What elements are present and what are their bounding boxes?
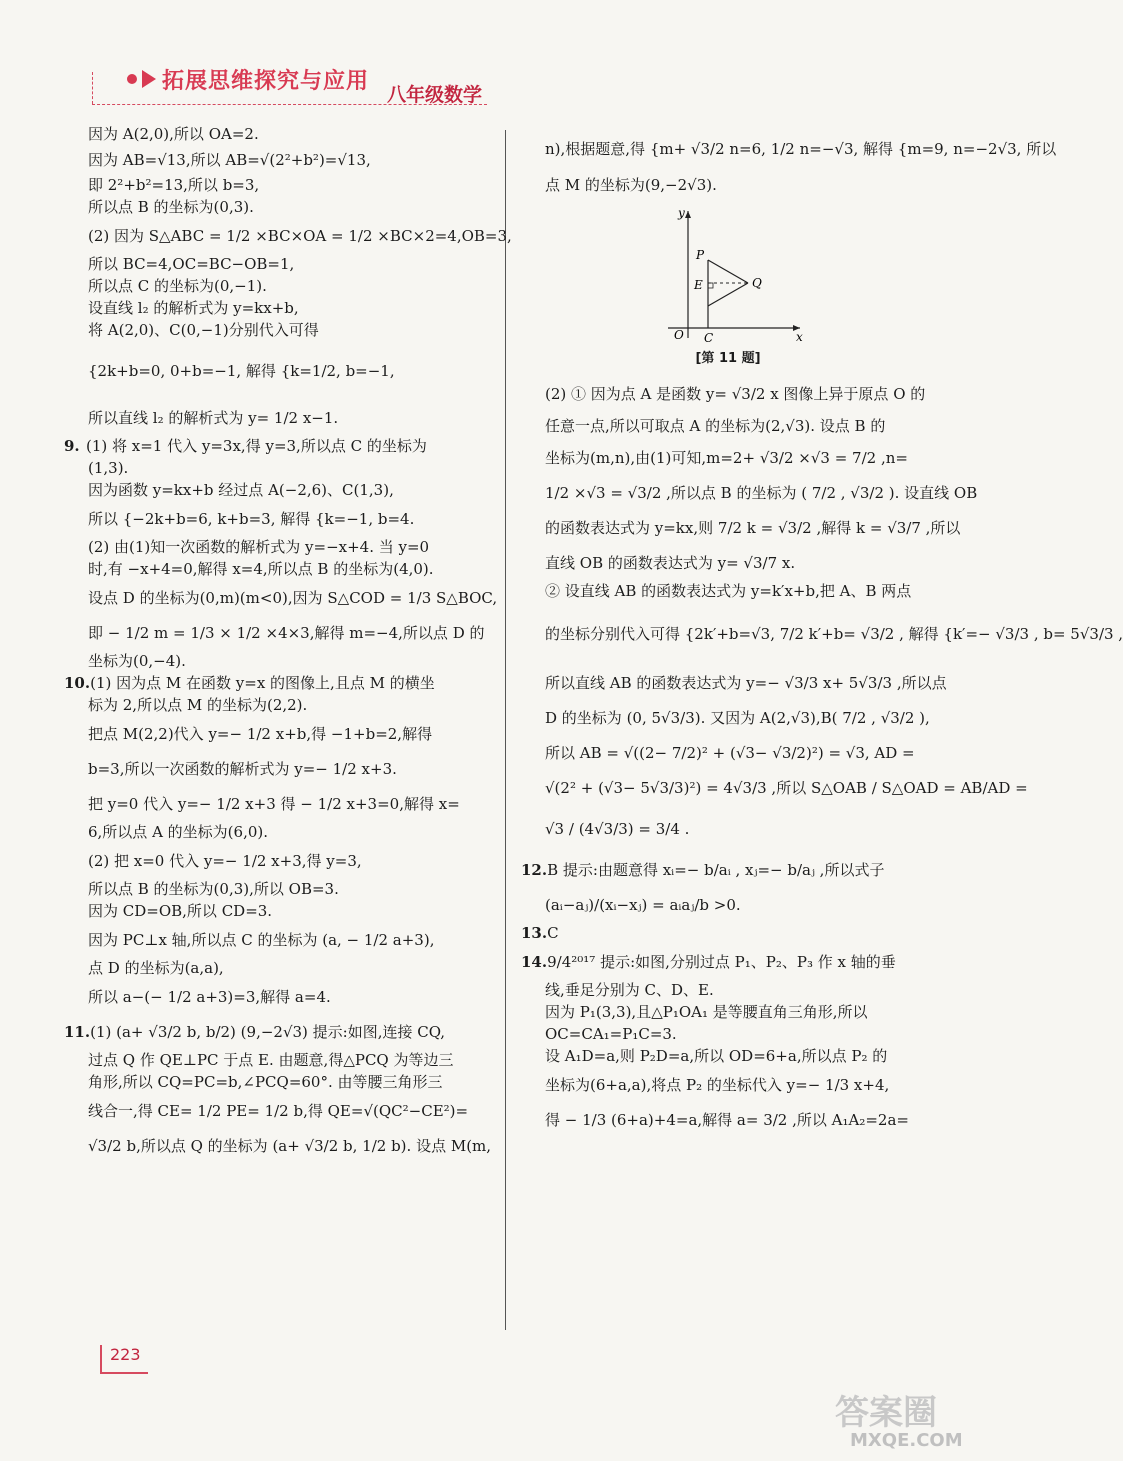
text-line: 所以 BC=4,OC=BC−OB=1, [88, 255, 295, 273]
text-line: 得 − 1/3 (6+a)+4=a,解得 a= 3/2 ,所以 A₁A₂=2a= [545, 1111, 909, 1129]
text-line: 因为 A(2,0),所以 OA=2. [88, 125, 259, 143]
label-x: x [796, 330, 803, 344]
equation-system: {2k+b=0, 0+b=−1, 解得 {k=1/2, b=−1, [88, 362, 395, 380]
label-q: Q [752, 276, 762, 290]
left-column [64, 125, 512, 1165]
label-y: y [678, 206, 685, 220]
question-10-line: 10.(1) 因为点 M 在函数 y=x 的图像上,且点 M 的横坐 [64, 674, 435, 692]
label-o: O [674, 328, 684, 342]
text-line: 坐标为(m,n),由(1)可知,m=2+ √3/2 ×√3 = 7/2 ,n= [545, 449, 908, 467]
text-line: 所以 AB = √((2− 7/2)² + (√3− √3/2)²) = √3, AD = [545, 744, 915, 762]
question-number: 10. [64, 674, 91, 692]
page-number-bar [100, 1345, 102, 1373]
text-line: 设直线 l₂ 的解析式为 y=kx+b, [88, 299, 299, 317]
figure-11 [650, 203, 810, 343]
text-line: 即 − 1/2 m = 1/3 × 1/2 ×4×3,解得 m=−4,所以点 D 的 [88, 624, 485, 642]
text-line: √(2² + (√3− 5√3/3)²) = 4√3/3 ,所以 S△OAB / S△OAD = AB/AD = [545, 779, 1028, 797]
text-line: 因为 P₁(3,3),且△P₁OA₁ 是等腰直角三角形,所以 [545, 1003, 868, 1021]
text-line: 所以点 C 的坐标为(0,−1). [88, 277, 267, 295]
watermark-url: MXQE.COM [850, 1430, 963, 1451]
label-c: C [704, 331, 714, 345]
question-number: 12. [521, 861, 548, 879]
column-divider [505, 130, 506, 1330]
question-12-line: 12.B 提示:由题意得 xᵢ=− b/aᵢ , xⱼ=− b/aⱼ ,所以式子 [545, 854, 915, 886]
text-line: 因为 PC⊥x 轴,所以点 C 的坐标为 (a, − 1/2 a+3), [88, 931, 435, 949]
page-number: 223 [110, 1345, 141, 1364]
text-line: (2) 把 x=0 代入 y=− 1/2 x+3,得 y=3, [88, 852, 362, 870]
text-line: 设 A₁D=a,则 P₂D=a,所以 OD=6+a,所以点 P₂ 的 [545, 1047, 888, 1065]
figure-caption: [第 11 题] [695, 351, 761, 366]
text-line: D 的坐标为 (0, 5√3/3). 又因为 A(2,√3),B( 7/2 , √3/2 ), [545, 709, 930, 727]
text-line: 任意一点,所以可取点 A 的坐标为(2,√3). 设点 B 的 [545, 417, 886, 435]
question-13-line: 13.C [521, 924, 559, 942]
header-dot-icon [127, 74, 137, 84]
text-line: 标为 2,所以点 M 的坐标为(2,2). [88, 696, 308, 714]
text-line: 所以直线 AB 的函数表达式为 y=− √3/3 x+ 5√3/3 ,所以点 [545, 674, 947, 692]
text-line: √3/2 b,所以点 Q 的坐标为 (a+ √3/2 b, 1/2 b). 设点 M(m, [88, 1137, 492, 1155]
text-line: 因为 AB=√13,所以 AB=√(2²+b²)=√13, [88, 151, 371, 169]
grade-label: 八年级数学 [387, 84, 483, 106]
label-e: E [694, 278, 703, 292]
text-line: 所以 a−(− 1/2 a+3)=3,解得 a=4. [88, 988, 331, 1006]
text-line: ② 设直线 AB 的函数表达式为 y=k′x+b,把 A、B 两点 [545, 582, 912, 600]
question-number: 14. [521, 953, 548, 971]
text-line: 的函数表达式为 y=kx,则 7/2 k = √3/2 ,解得 k = √3/7 ,所以 [545, 519, 961, 537]
equation-system: 所以 {−2k+b=6, k+b=3, 解得 {k=−1, b=4. [88, 510, 415, 528]
text-line: (1,3). [88, 459, 129, 477]
text-line: b=3,所以一次函数的解析式为 y=− 1/2 x+3. [88, 760, 397, 778]
equation-system: n),根据题意,得 {m+ √3/2 n=6, 1/2 n=−√3, 解得 {m=9, n=−2√3, 所以 [545, 140, 1057, 158]
question-11-line: 11.(1) (a+ √3/2 b, b/2) (9,−2√3) 提示:如图,连接 CQ, [88, 1016, 496, 1048]
page-header [92, 62, 972, 110]
text-line: 时,有 −x+4=0,解得 x=4,所以点 B 的坐标为(4,0). [88, 560, 434, 578]
text-line: 6,所以点 A 的坐标为(6,0). [88, 823, 269, 841]
text-line: 坐标为(6+a,a),将点 P₂ 的坐标代入 y=− 1/3 x+4, [545, 1076, 890, 1094]
text-line: (2) 因为 S△ABC = 1/2 ×BC×OA = 1/2 ×BC×2=4,OB=3, [88, 227, 512, 245]
question-number: 9. [64, 437, 80, 455]
text-line: 直线 OB 的函数表达式为 y= √3/7 x. [545, 554, 796, 572]
text-line: 过点 Q 作 QE⊥PC 于点 E. 由题意,得△PCQ 为等边三 [88, 1051, 454, 1069]
series-title: 拓展思维探究与应用 [162, 69, 370, 94]
text-line: 把点 M(2,2)代入 y=− 1/2 x+b,得 −1+b=2,解得 [88, 725, 433, 743]
page-number-rule [100, 1372, 148, 1374]
text-line: 线,垂足分别为 C、D、E. [545, 981, 714, 999]
text-line: (2) ① 因为点 A 是函数 y= √3/2 x 图像上异于原点 O 的 [545, 385, 926, 403]
text-line: (2) 由(1)知一次函数的解析式为 y=−x+4. 当 y=0 [88, 538, 430, 556]
text-line: 角形,所以 CQ=PC=b,∠PCQ=60°. 由等腰三角形三 [88, 1073, 443, 1091]
text-line: 点 M 的坐标为(9,−2√3). [545, 176, 717, 194]
text-line: 将 A(2,0)、C(0,−1)分别代入可得 [88, 321, 319, 339]
text-line: 即 2²+b²=13,所以 b=3, [88, 176, 260, 194]
text-line: 所以点 B 的坐标为(0,3),所以 OB=3. [88, 880, 339, 898]
coordinate-diagram [650, 203, 810, 343]
question-number: 11. [64, 1023, 91, 1041]
equation-system: 的坐标分别代入可得 {2k′+b=√3, 7/2 k′+b= √3/2 , 解得 {k′=− √3/3 , b= 5√3/3 , [545, 625, 1123, 643]
text-line: (aᵢ−aⱼ)/(xᵢ−xⱼ) = aᵢaⱼ/b >0. [545, 896, 741, 914]
text-line: OC=CA₁=P₁C=3. [545, 1025, 677, 1043]
right-column [521, 125, 1123, 1139]
question-9-line: 9. (1) 将 x=1 代入 y=3x,得 y=3,所以点 C 的坐标为 [64, 437, 427, 455]
text-line: 坐标为(0,−4). [88, 652, 186, 670]
watermark-logo: 答案圈 [835, 1393, 937, 1433]
header-dashed-edge [92, 72, 95, 104]
text-line: 因为函数 y=kx+b 经过点 A(−2,6)、C(1,3), [88, 481, 394, 499]
play-arrow-icon [142, 70, 156, 88]
text-line: √3 / (4√3/3) = 3/4 . [545, 820, 690, 838]
label-p: P [696, 248, 705, 262]
text-line: 点 D 的坐标为(a,a), [88, 959, 224, 977]
text-line: 1/2 ×√3 = √3/2 ,所以点 B 的坐标为 ( 7/2 , √3/2 ). 设直线 OB [545, 484, 978, 502]
text-line: 设点 D 的坐标为(0,m)(m<0),因为 S△COD = 1/3 S△BOC, [88, 589, 498, 607]
question-14-line: 14.9/4²⁰¹⁷ 提示:如图,分别过点 P₁、P₂、P₃ 作 x 轴的垂 [545, 946, 915, 978]
text-line: 所以点 B 的坐标为(0,3). [88, 198, 254, 216]
text-line: 把 y=0 代入 y=− 1/2 x+3 得 − 1/2 x+3=0,解得 x= [88, 795, 460, 813]
question-number: 13. [521, 924, 548, 942]
text-line: 线合一,得 CE= 1/2 PE= 1/2 b,得 QE=√(QC²−CE²)= [88, 1102, 469, 1120]
text-line: 因为 CD=OB,所以 CD=3. [88, 902, 273, 920]
text-line: 所以直线 l₂ 的解析式为 y= 1/2 x−1. [88, 409, 339, 427]
